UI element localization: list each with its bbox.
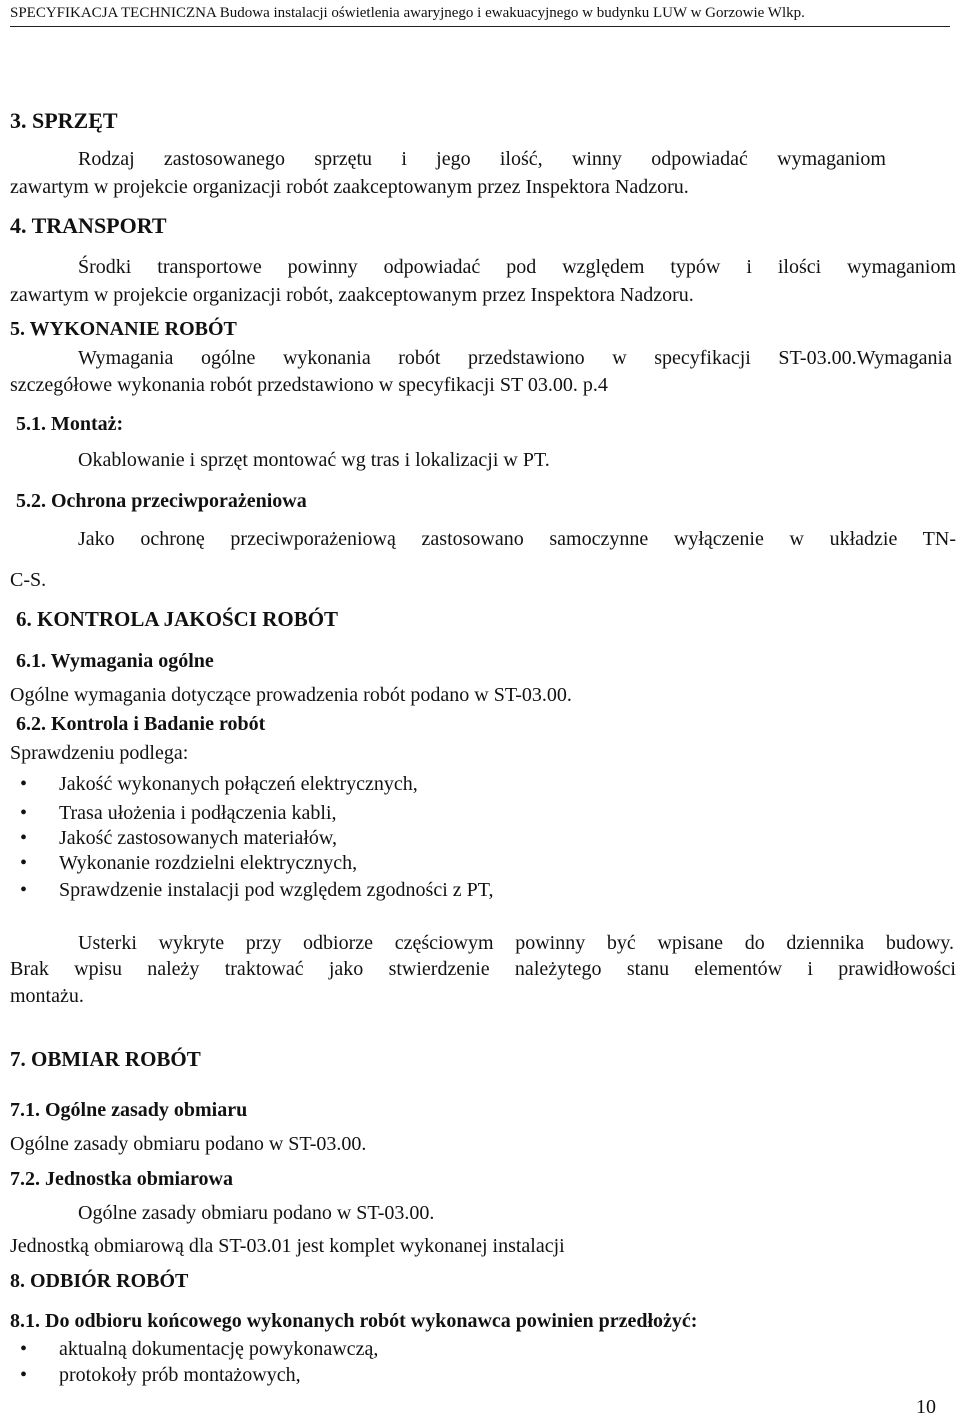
section-4-line-2: zawartym w projekcie organizacji robót, zaakceptowanym przez Inspektora Nadzoru. [10,284,694,306]
section-4-line-1: Środki transportowe powinny odpowiadać pod względem typów i ilości wymaganiom [78,256,956,278]
section-5-1-text: Okablowanie i sprzęt montować wg tras i lokalizacji w PT. [78,449,550,471]
check-item-5: Sprawdzenie instalacji pod względem zgodności z PT, [59,879,494,901]
section-5-2-line-2: C-S. [10,569,47,591]
bullet-icon: • [20,852,28,874]
defects-note-line-3: montażu. [10,985,84,1007]
section-5-line-1: Wymagania ogólne wykonania robót przedstawiono w specyfikacji ST-03.00.Wymagania [78,347,952,369]
section-6-heading: 6. KONTROLA JAKOŚCI ROBÓT [16,607,339,631]
check-item-3: Jakość zastosowanych materiałów, [59,827,338,849]
bullet-icon: • [20,879,28,901]
section-3-line-2: zawartym w projekcie organizacji robót zaakceptowanym przez Inspektora Nadzoru. [10,176,689,198]
section-7-2-line-1: Ogólne zasady obmiaru podano w ST-03.00. [78,1202,435,1224]
section-3-heading: 3. SPRZĘT [10,108,118,133]
check-item-2: Trasa ułożenia i podłączenia kabli, [59,802,337,824]
section-5-heading: 5. WYKONANIE ROBÓT [10,318,237,340]
section-7-1-heading: 7.1. Ogólne zasady obmiaru [10,1099,248,1121]
check-item-1: Jakość wykonanych połączeń elektrycznych, [59,773,418,795]
defects-note-line-1: Usterki wykryte przy odbiorze częściowym powinny być wpisane do dziennika budowy. [78,932,954,954]
section-8-1-heading: 8.1. Do odbioru końcowego wykonanych robót wykonawca powinien przedłożyć: [10,1310,698,1332]
section-6-2-heading: 6.2. Kontrola i Badanie robót [16,713,266,735]
section-7-1-text: Ogólne zasady obmiaru podano w ST-03.00. [10,1133,367,1155]
section-8-heading: 8. ODBIÓR ROBÓT [10,1270,189,1292]
bullet-icon: • [20,1338,28,1360]
page-header: SPECYFIKACJA TECHNICZNA Budowa instalacji oświetlenia awaryjnego i ewakuacyjnego w budynku LUW w Gorzowie Wlkp. [10,4,950,27]
bullet-icon: • [20,773,28,795]
section-6-1-heading: 6.1. Wymagania ogólne [16,650,214,672]
handover-item-2: protokoły prób montażowych, [59,1364,301,1386]
section-5-line-2: szczegółowe wykonania robót przedstawiono w specyfikacji ST 03.00. p.4 [10,374,608,396]
section-4-heading: 4. TRANSPORT [10,213,167,238]
section-7-2-line-2: Jednostką obmiarową dla ST-03.01 jest komplet wykonanej instalacji [10,1235,565,1257]
page-number: 10 [916,1396,936,1418]
section-5-2-heading: 5.2. Ochrona przeciwporażeniowa [16,490,307,512]
check-item-4: Wykonanie rozdzielni elektrycznych, [59,852,358,874]
section-5-1-heading: 5.1. Montaż: [16,413,124,435]
bullet-icon: • [20,1364,28,1386]
section-7-2-heading: 7.2. Jednostka obmiarowa [10,1168,233,1190]
bullet-icon: • [20,827,28,849]
section-6-1-text: Ogólne wymagania dotyczące prowadzenia robót podano w ST-03.00. [10,684,572,706]
section-3-line-1: Rodzaj zastosowanego sprzętu i jego ilość, winny odpowiadać wymaganiom [78,148,886,170]
handover-item-1: aktualną dokumentację powykonawczą, [59,1338,379,1360]
bullet-icon: • [20,802,28,824]
section-6-2-intro: Sprawdzeniu podlega: [10,742,189,764]
section-5-2-line-1: Jako ochronę przeciwporażeniową zastosowano samoczynne wyłączenie w układzie TN- [78,528,956,550]
defects-note-line-2: Brak wpisu należy traktować jako stwierdzenie należytego stanu elementów i prawidłowości [10,958,956,980]
section-7-heading: 7. OBMIAR ROBÓT [10,1047,201,1071]
